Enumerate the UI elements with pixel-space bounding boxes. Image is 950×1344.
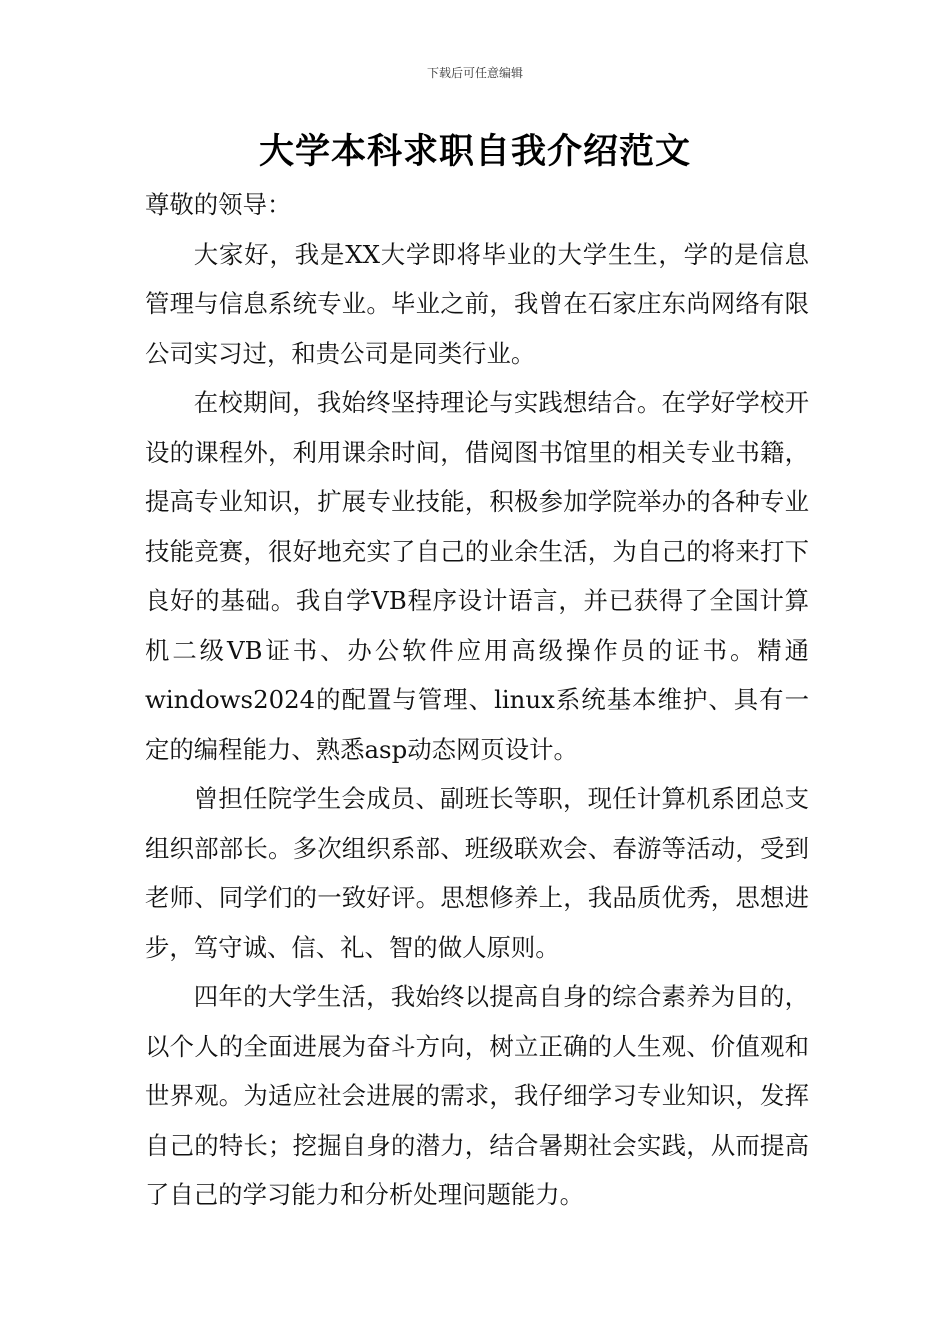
paragraph-studies: 在校期间，我始终坚持理论与实践想结合。在学好学校开设的课程外，利用课余时间，借阅图书馆里的相关专业书籍，提高专业知识，扩展专业技能，积极参加学院举办的各种专业技能竞赛，很好地充实了自己的业余生活，为自己的将来打下良好的基础。我自学VB程序设计语言，并已获得了全国计算机二级VB证书、办公软件应用高级操作员的证书。精通windows2024的配置与管理、linux系统基本维护、具有一定的编程能力、熟悉asp动态网页设计。 xyxy=(145,388,809,764)
document-body xyxy=(145,180,809,1220)
paragraph-intro: 大家好，我是XX大学即将毕业的大学生生，学的是信息管理与信息系统专业。毕业之前，我曾在石家庄东尚网络有限公司实习过，和贵公司是同类行业。 xyxy=(145,239,809,368)
salutation: 尊敬的领导： xyxy=(145,190,292,219)
header-note: 下载后可任意编辑 xyxy=(426,66,523,80)
paragraph-summary: 四年的大学生活，我始终以提高自身的综合素养为目的，以个人的全面进展为奋斗方向，树立正确的人生观、价值观和世界观。为适应社会进展的需求，我仔细学习专业知识，发挥自己的特长；挖掘自身的潜力，结合暑期社会实践，从而提高了自己的学习能力和分析处理问题能力。 xyxy=(145,982,809,1209)
document-title: 大学本科求职自我介绍范文 xyxy=(258,132,691,172)
paragraph-positions: 曾担任院学生会成员、副班长等职，现任计算机系团总支组织部部长。多次组织系部、班级联欢会、春游等活动，受到老师、同学们的一致好评。思想修养上，我品质优秀，思想进步，笃守诚、信、礼、智的做人原则。 xyxy=(145,784,809,962)
